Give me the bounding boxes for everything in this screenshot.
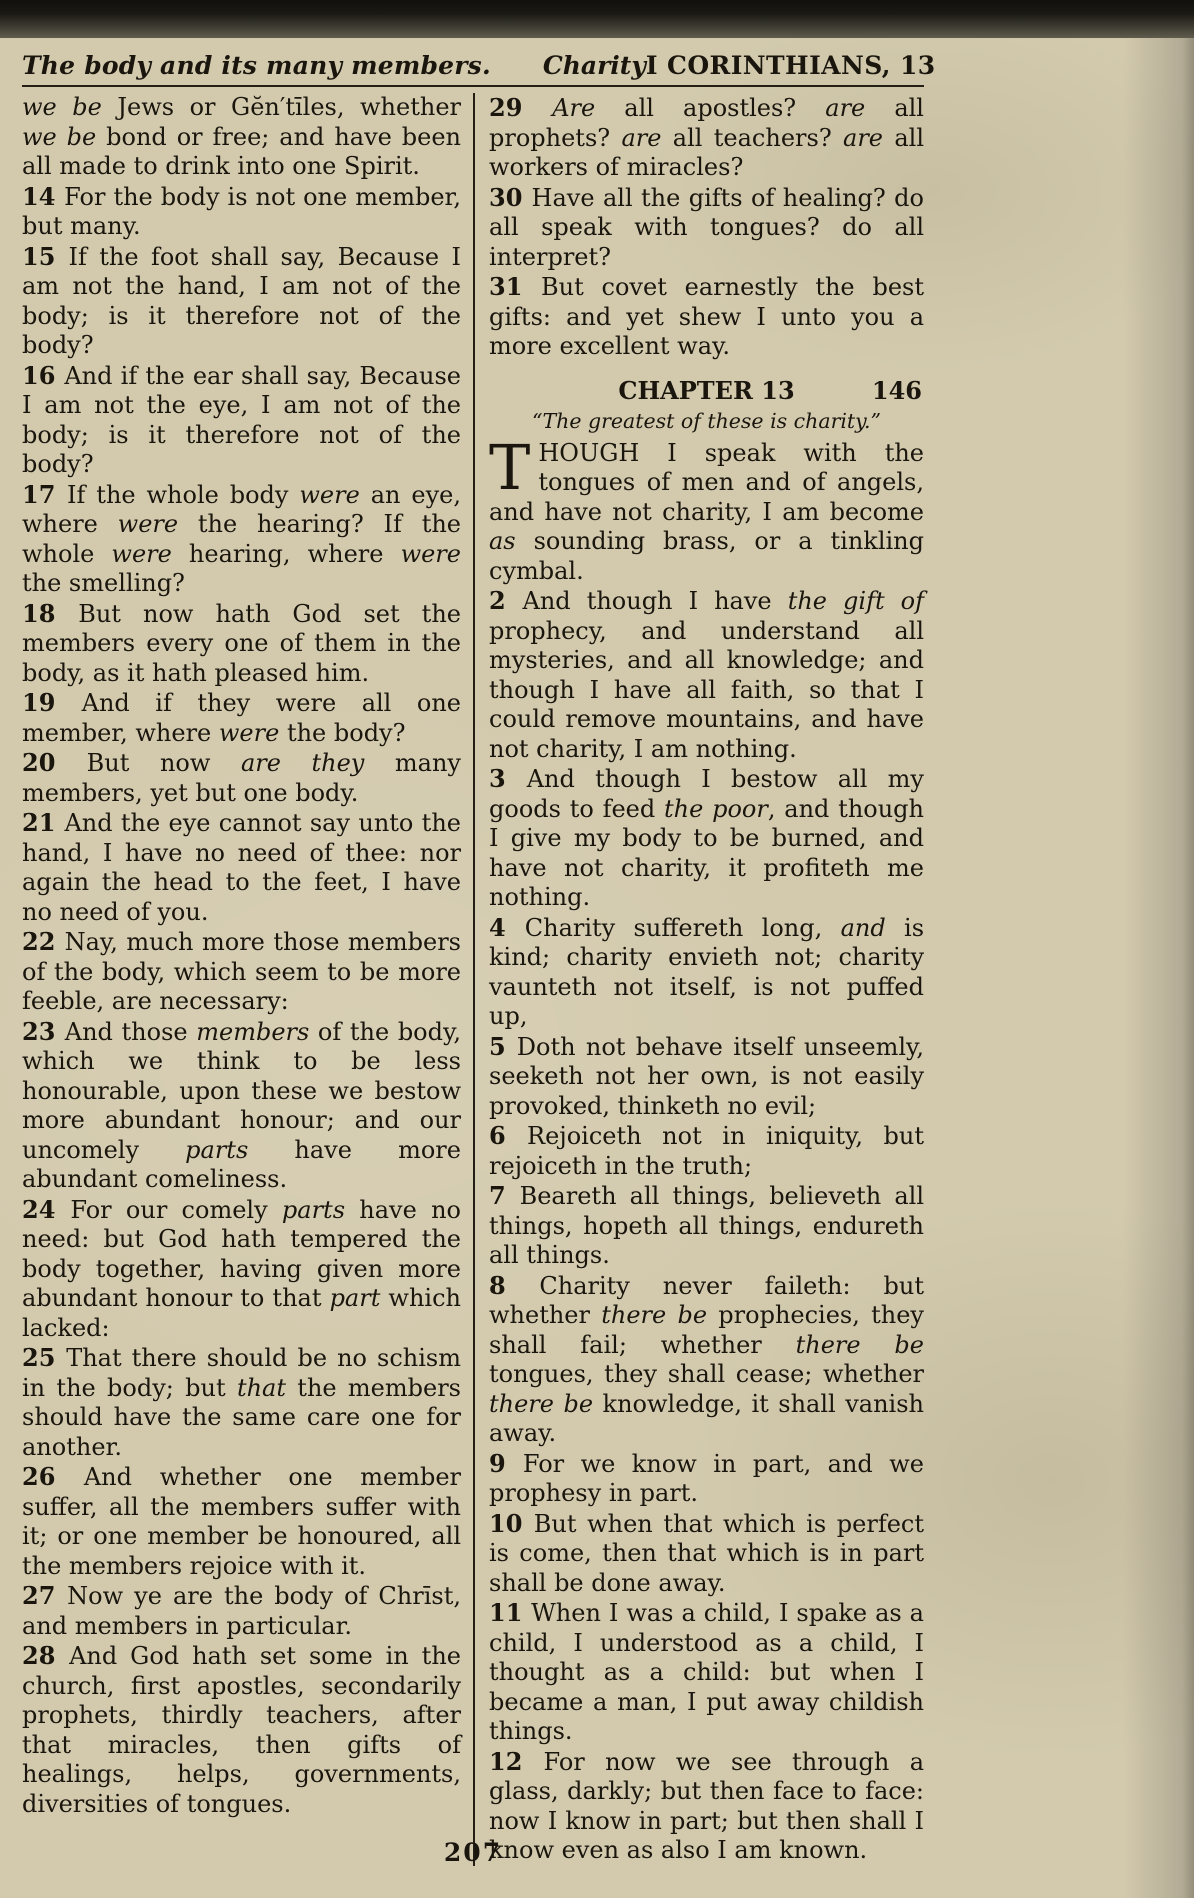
italic-text-run: parts — [281, 1195, 346, 1224]
running-head-topic: Charity — [542, 51, 646, 80]
text-run: And if they were all one member, where — [22, 689, 461, 747]
text-run: For we know in part, and we prophesy in part. — [489, 1449, 924, 1507]
text-run: many members, yet but one body. — [22, 749, 461, 807]
italic-text-run: are — [843, 123, 883, 152]
verse-number: 14 — [22, 181, 65, 211]
chapter-title: CHAPTER 13 — [618, 375, 795, 405]
text-run: When I was a child, I spake as a child, I understood as a child, I thought as a child: but when I became a man, I put away childish things. — [489, 1599, 924, 1745]
italic-text-run: were — [218, 718, 280, 747]
text-run: And the eye cannot say unto the hand, I have no need of thee: nor again the head to the feet, I have no need of you. — [22, 809, 461, 926]
italic-text-run: members — [196, 1017, 310, 1046]
verse-10 — [489, 1509, 924, 1599]
verse-number: 30 — [489, 182, 532, 212]
verse-number: 28 — [22, 1641, 70, 1670]
verse-27 — [22, 1581, 461, 1641]
verse-number: 27 — [22, 1581, 68, 1610]
text-run: knowledge, it shall vanish away. — [489, 1389, 924, 1447]
text-run: Beareth all things, believeth all things, hopeth all things, endureth all things. — [489, 1182, 924, 1269]
italic-text-run: that — [236, 1373, 286, 1402]
verse-4 — [489, 913, 924, 1032]
verse-number: 5 — [489, 1031, 517, 1061]
text-columns — [22, 93, 924, 1866]
verse-31 — [489, 272, 924, 362]
verse-number: 29 — [489, 93, 553, 122]
verse-number: 26 — [22, 1462, 84, 1491]
verse-8 — [489, 1271, 924, 1449]
drop-cap-word-rest: HOUGH — [538, 438, 640, 467]
text-run: If the foot shall say, Because I am not the hand, I am not of the body; is it therefore not of the body? — [22, 242, 461, 359]
text-run: sounding brass, or a tinkling cymbal. — [489, 527, 924, 585]
text-run: For our comely — [70, 1195, 282, 1224]
italic-text-run: we be — [22, 93, 102, 121]
text-run: And those — [64, 1017, 197, 1046]
text-run: which lacked: — [22, 1284, 462, 1342]
text-run: I speak with the tongues of men and of angels, and have not charity, I am become — [489, 438, 924, 526]
running-head — [22, 38, 936, 85]
page-number: 207 — [443, 1838, 503, 1867]
italic-text-run: part — [329, 1284, 381, 1312]
text-run: all workers of miracles? — [489, 123, 924, 181]
italic-text-run: were — [117, 510, 179, 538]
italic-text-run: as — [489, 527, 516, 555]
text-run: is kind; charity envieth not; charity vaunteth not itself, is not puffed up, — [489, 913, 925, 1030]
text-run: the members should have the same care one for another. — [22, 1373, 461, 1461]
verse-14 — [22, 182, 461, 242]
verse-number: 4 — [489, 912, 525, 942]
verse-number: 2 — [489, 586, 523, 615]
verse-number: 9 — [489, 1448, 523, 1478]
chapter-subtitle: “The greatest of these is charity.” — [531, 408, 882, 433]
verse-25 — [22, 1343, 461, 1462]
verse-24 — [22, 1195, 461, 1344]
text-run: Nay, much more those members of the body, which seem to be more feeble, are necessary: — [22, 928, 461, 1015]
text-run: the body? — [279, 718, 406, 747]
verse-number: 18 — [22, 598, 79, 628]
verse-number: 23 — [22, 1016, 65, 1046]
text-run: If the whole body — [67, 480, 300, 509]
text-run: And though I have — [522, 587, 788, 615]
verse-number: 16 — [22, 360, 65, 390]
italic-text-run: and — [840, 913, 886, 942]
verse-21 — [22, 808, 461, 927]
italic-text-run: were — [400, 539, 461, 568]
verse-number: 22 — [22, 927, 65, 956]
text-run: And if the ear shall say, Because I am not the eye, I am not of the body; is it therefore not of the body? — [22, 361, 461, 478]
text-run: Now ye are the body of Chrīst, and members in particular. — [22, 1582, 461, 1640]
verse-number: 20 — [22, 748, 87, 777]
verse-22 — [22, 927, 461, 1017]
verse-number: 21 — [22, 808, 65, 837]
text-run: But now hath God set the members every one of them in the body, as it hath pleased him. — [22, 599, 461, 687]
text-run: , and though I give my body to be burned, and have not charity, it profiteth me nothing. — [489, 794, 925, 911]
verse-number: 6 — [489, 1121, 528, 1150]
verse-5 — [489, 1032, 924, 1122]
verse-17 — [22, 480, 461, 599]
verse-number: 12 — [489, 1746, 544, 1776]
text-run: bond or free; and have been all made to drink into one Spirit. — [22, 122, 461, 180]
italic-text-run: we be — [22, 122, 97, 151]
verse-2 — [489, 586, 924, 764]
italic-text-run: the gift of — [787, 587, 924, 615]
text-run: all teachers? — [661, 123, 844, 152]
verse-3 — [489, 764, 924, 913]
verse-30 — [489, 183, 924, 273]
verse-29 — [489, 93, 924, 183]
verse-7 — [489, 1181, 924, 1271]
running-head-book-title: I CORINTHIANS, 13 — [645, 51, 936, 80]
verse-26 — [22, 1462, 461, 1581]
verse-6 — [489, 1121, 924, 1181]
verse-number: 7 — [489, 1181, 520, 1210]
text-run: all prophets? — [489, 94, 924, 152]
text-run: And God hath set some in the church, first apostles, secondarily prophets, thirdly teachers, after that miracles, then gifts of healings, helps, governments, diversities of tongues. — [22, 1642, 461, 1818]
text-run: an eye, where — [22, 480, 461, 538]
text-run: the smelling? — [22, 569, 185, 597]
italic-text-run: the poor — [664, 794, 768, 823]
verse-18 — [22, 599, 461, 689]
italic-text-run: parts — [185, 1135, 249, 1164]
verse-number: 11 — [489, 1598, 532, 1627]
verse-number: 10 — [489, 1508, 534, 1538]
text-run: Doth not behave itself unseemly, seeketh not her own, is not easily provoked, thinketh no evil; — [489, 1032, 924, 1120]
verse-number: 24 — [22, 1194, 71, 1224]
verse-number: 19 — [22, 688, 82, 717]
verse-number: 31 — [489, 272, 541, 301]
verse-23 — [22, 1017, 461, 1195]
photo-top-edge — [0, 0, 1194, 38]
text-run: That there should be no schism in the body; but — [22, 1344, 461, 1402]
header-rule — [22, 85, 924, 87]
chapter-ref-number: 146 — [871, 375, 922, 405]
verse-1 — [489, 430, 924, 587]
italic-text-run: are — [825, 94, 866, 122]
text-run: tongues, they shall cease; whether — [489, 1360, 924, 1388]
text-run: hearing, where — [171, 539, 401, 568]
verse-15 — [22, 242, 461, 361]
text-run: But now — [86, 749, 241, 777]
verse-9 — [489, 1449, 924, 1509]
italic-text-run: there be — [795, 1330, 924, 1359]
text-run: Have all the gifts of healing? do all speak with tongues? do all interpret? — [489, 183, 924, 271]
text-run: have more abundant comeliness. — [22, 1135, 461, 1193]
verse-number: 8 — [489, 1270, 540, 1300]
text-run: For the body is not one member, but many. — [22, 182, 461, 240]
text-run: And whether one member suffer, all the members suffer with it; or one member be honoured, all the members rejoice with it. — [22, 1463, 461, 1580]
verse-16 — [22, 361, 461, 480]
verse-continuation — [22, 93, 461, 182]
text-run: the hearing? If the whole — [22, 510, 461, 568]
text-run: prophecy, and understand all mysteries, and all knowledge; and though I have all faith, so that I could remove mountains, and have not charity, I am nothing. — [489, 616, 924, 763]
running-head-summary: The body and its many members. — [22, 51, 491, 80]
verse-number: 17 — [22, 479, 68, 509]
text-run: prophecies, they shall fail; whether — [489, 1301, 924, 1359]
verse-28 — [22, 1641, 461, 1819]
page-content — [22, 38, 936, 1866]
text-run: Rejoiceth not in iniquity, but rejoiceth in the truth; — [489, 1122, 925, 1180]
text-run: Charity suffereth long, — [524, 913, 841, 942]
italic-text-run: there be — [601, 1301, 708, 1329]
text-run: Charity never faileth: but whether — [489, 1271, 924, 1329]
text-run: all apostles? — [595, 94, 826, 122]
verse-11 — [489, 1598, 924, 1747]
verse-number: 15 — [22, 241, 69, 271]
italic-text-run: were — [111, 539, 172, 568]
text-run: But covet earnestly the best gifts: and yet shew I unto you a more excellent way. — [489, 273, 924, 360]
column-right — [475, 93, 924, 1866]
text-run: For now we see through a glass, darkly; but then face to face: now I know in part; but then shall I know even as also I am known. — [489, 1747, 924, 1864]
verse-20 — [22, 748, 461, 808]
text-run: And though I bestow all my goods to feed — [489, 765, 924, 823]
text-run: of the body, which we think to be less honourable, upon these we bestow more abundant honour; and our uncomely — [22, 1017, 461, 1164]
italic-text-run: Are — [552, 94, 596, 122]
verse-number: 3 — [489, 764, 527, 793]
text-run: But when that which is perfect is come, then that which is in part shall be done away. — [489, 1509, 924, 1597]
italic-text-run: were — [299, 480, 360, 509]
italic-text-run: are they — [240, 749, 365, 777]
verse-19 — [22, 688, 461, 748]
verse-number: 25 — [22, 1343, 67, 1372]
column-left — [22, 93, 475, 1866]
chapter-heading — [489, 376, 924, 405]
drop-cap-initial: T — [489, 430, 531, 504]
text-run: have no need: but God hath tempered the body together, having given more abundant honour to that — [22, 1195, 461, 1312]
italic-text-run: there be — [489, 1389, 594, 1418]
italic-text-run: are — [621, 123, 662, 152]
text-run: Jews or Gĕn′tīles, whether — [101, 93, 461, 121]
